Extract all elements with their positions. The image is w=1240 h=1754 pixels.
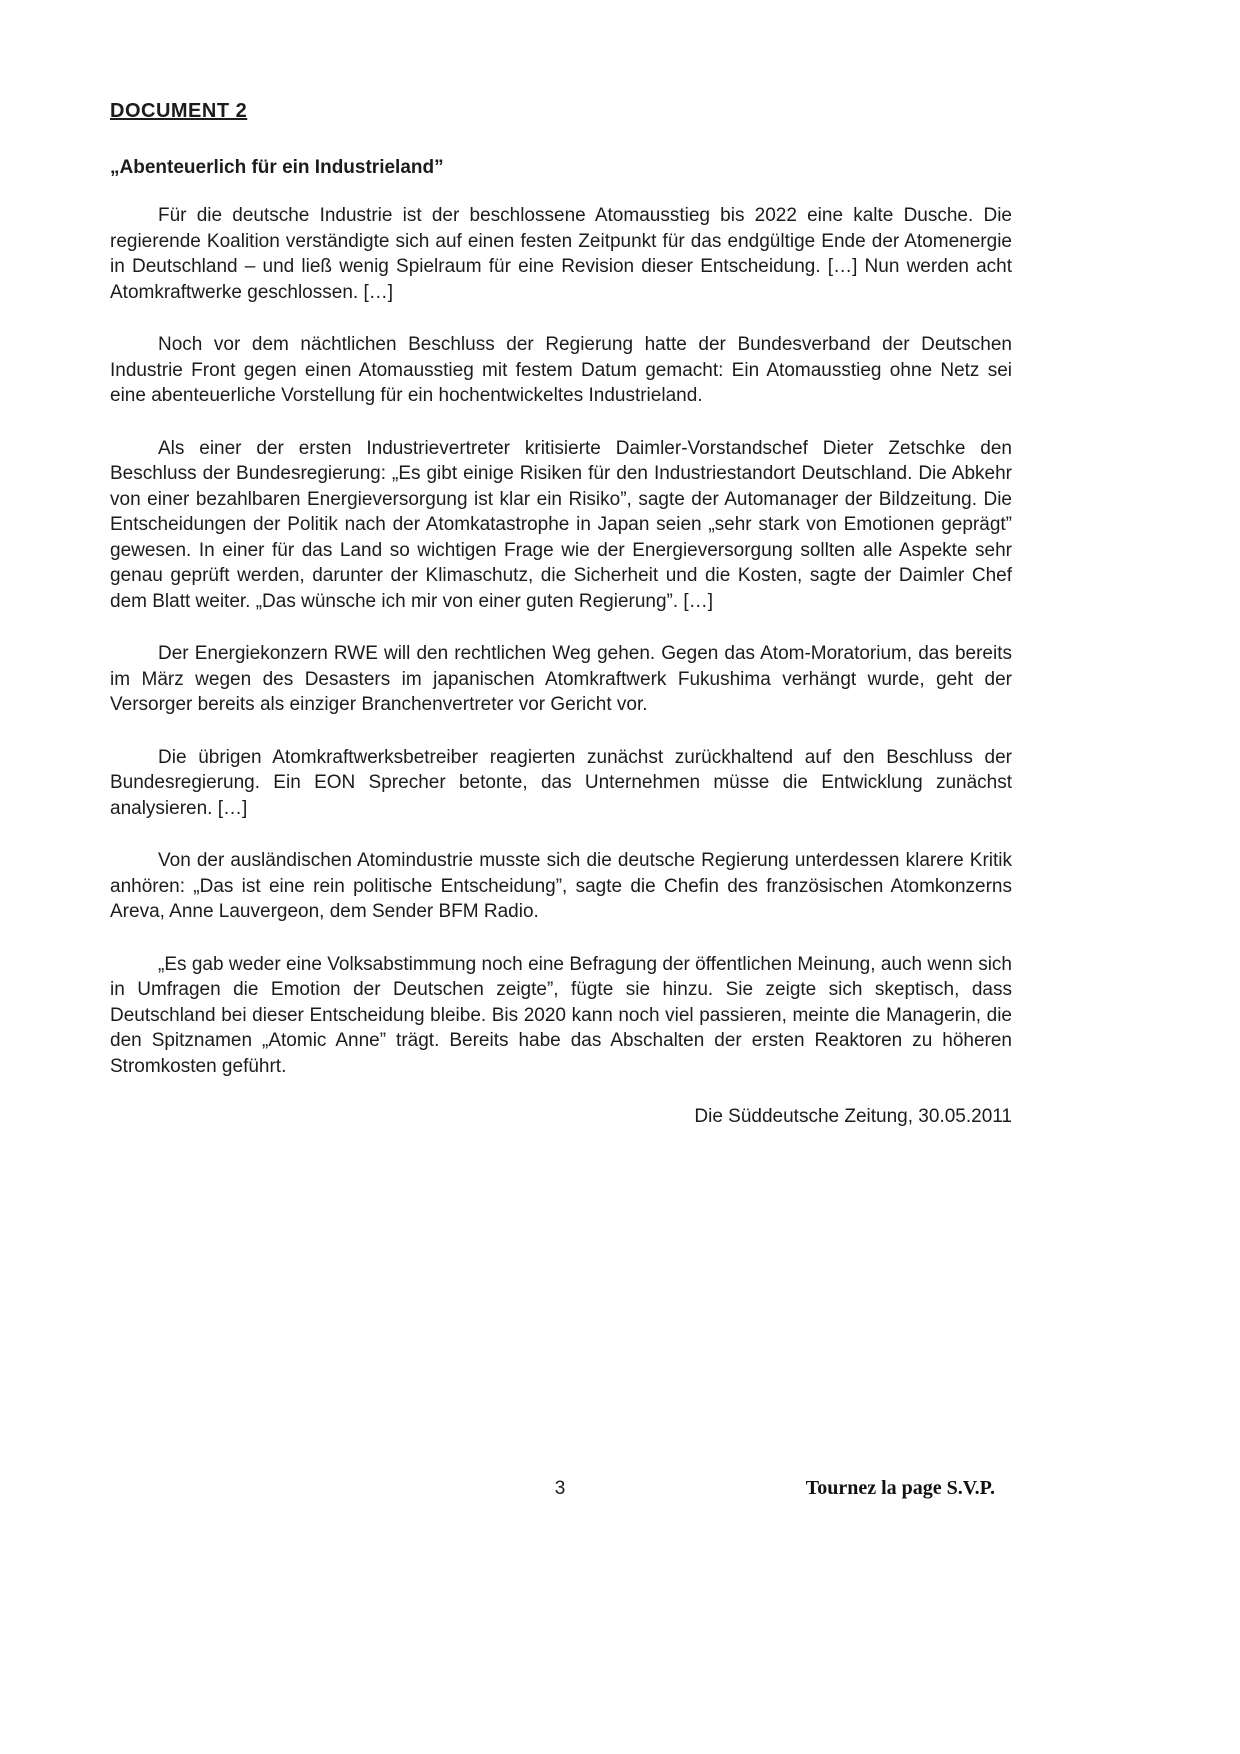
paragraph-1: Für die deutsche Industrie ist der beschlossene Atomausstieg bis 2022 eine kalte Dusche. Die regierende Koalition verständigte sich auf einen festen Zeitpunkt für das endgültige Ende der Atomenergie in Deutschland – und ließ wenig Spielraum für eine Revision dieser Entscheidung. […] Nun werden acht Atomkraftwerke geschlossen. […]: [110, 205, 1012, 303]
document-label: DOCUMENT 2: [110, 100, 248, 122]
paragraph-5: Die übrigen Atomkraftwerksbetreiber reagierten zunächst zurückhaltend auf den Beschluss der Bundesregierung. Ein EON Sprecher betonte, das Unternehmen müsse die Entwicklung zunächst analysieren. […]: [110, 746, 1012, 819]
document-content: [110, 100, 1012, 1128]
article-title: „Abenteuerlich für ein Industrieland”: [110, 157, 444, 178]
paragraph-7: „Es gab weder eine Volksabstimmung noch eine Befragung der öffentlichen Meinung, auch wenn sich in Umfragen die Emotion der Deutschen zeigte”, fügte sie hinzu. Sie zeigte sich skeptisch, dass Deutschland bei dieser Entscheidung bleibe. Bis 2020 kann noch viel passieren, meinte die Managerin, die den Spitznamen „Atomic Anne” trägt. Bereits habe das Abschalten der ersten Reaktoren zu höheren Stromkosten geführt.: [110, 953, 1012, 1077]
turn-page-note: Tournez la page S.V.P.: [805, 1477, 995, 1499]
paragraph-4: Der Energiekonzern RWE will den rechtlichen Weg gehen. Gegen das Atom-Moratorium, das bereits im März wegen des Desasters im japanischen Atomkraftwerk Fukushima verhängt wurde, geht der Versorger bereits als einziger Branchenvertreter vor Gericht vor.: [110, 643, 1012, 715]
paragraph-2: Noch vor dem nächtlichen Beschluss der Regierung hatte der Bundesverband der Deutschen Industrie Front gegen einen Atomausstieg mit festem Datum gemacht: Ein Atomausstieg ohne Netz sei eine abenteuerliche Vorstellung für ein hochentwickeltes Industrieland.: [110, 334, 1012, 406]
paragraph-6: Von der ausländischen Atomindustrie musste sich die deutsche Regierung unterdessen klarere Kritik anhören: „Das ist eine rein politische Entscheidung”, sagte die Chefin des französischen Atomkonzerns Areva, Anne Lauvergeon, dem Sender BFM Radio.: [110, 850, 1012, 922]
source-attribution: Die Süddeutsche Zeitung, 30.05.2011: [694, 1106, 1012, 1127]
article-body: [110, 203, 1012, 1079]
page-number: 3: [554, 1478, 566, 1499]
paragraph-3: Als einer der ersten Industrievertreter kritisierte Daimler-Vorstandschef Dieter Zetschke den Beschluss der Bundesregierung: „Es gibt einige Risiken für den Industriestandort Deutschland. Die Abkehr von einer bezahlbaren Energieversorgung ist klar ein Risiko”, sagte der Automanager der Bildzeitung. Die Entscheidungen der Politik nach der Atomkatastrophe in Japan seien „sehr stark von Emotionen geprägt” gewesen. In einer für das Land so wichtigen Frage wie der Energieversorgung sollten alle Aspekte sehr genau geprüft werden, darunter der Klimaschutz, die Sicherheit und die Kosten, sagte der Daimler Chef dem Blatt weiter. „Das wünsche ich mir von einer guten Regierung”. […]: [110, 437, 1012, 612]
